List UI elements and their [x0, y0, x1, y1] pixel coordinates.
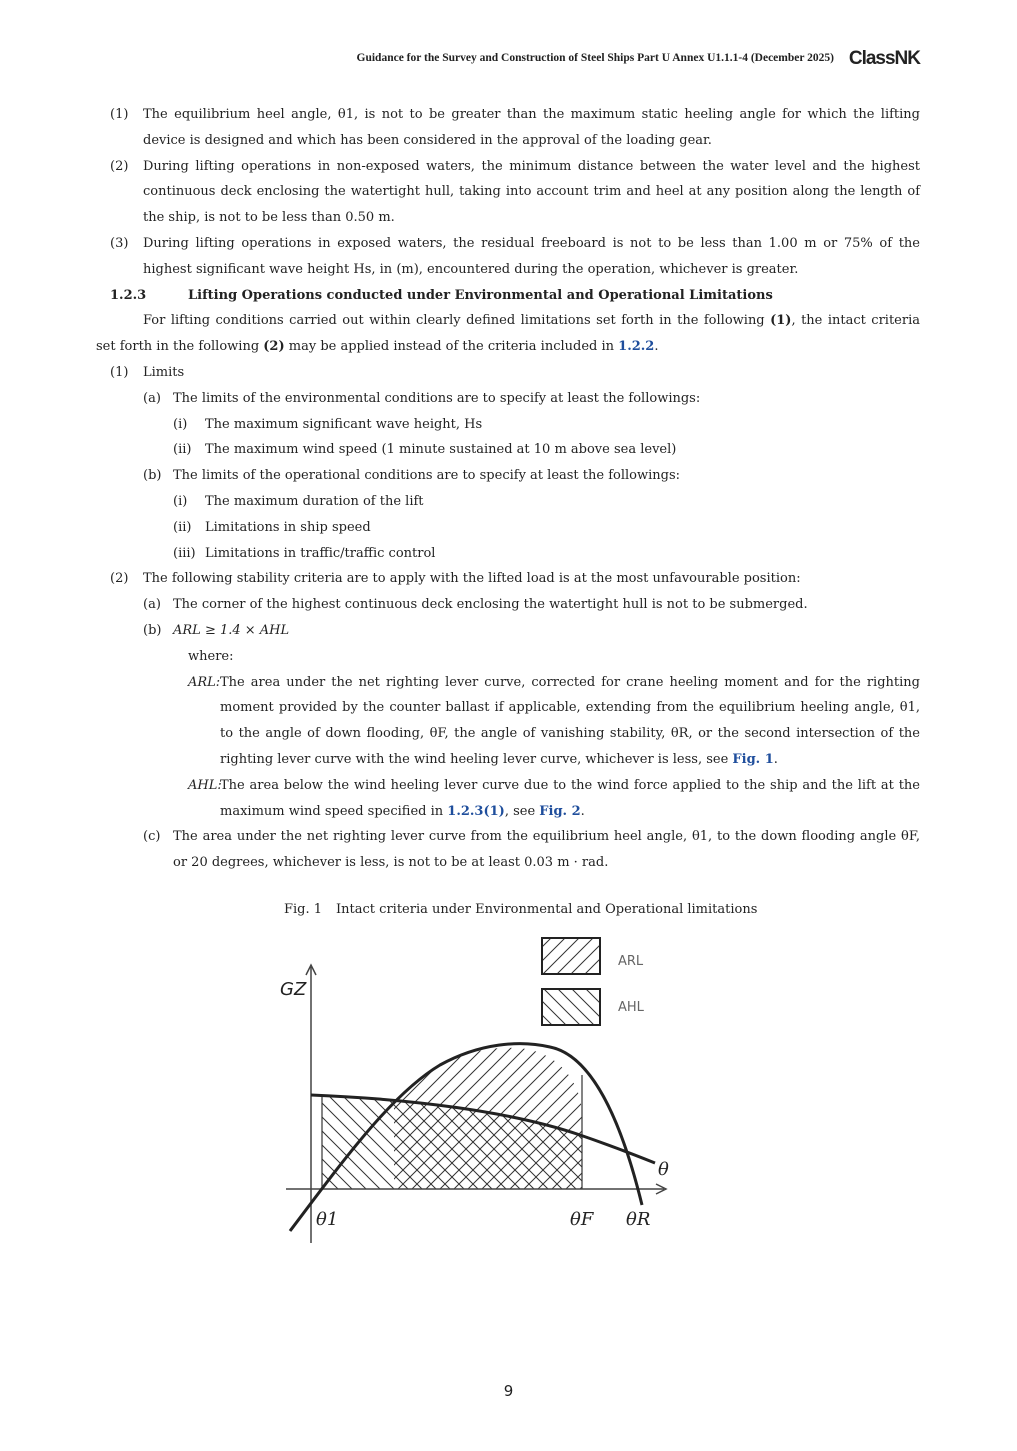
figure-caption: Fig. 1 Intact criteria under Environmental and Operational limitations — [284, 902, 758, 917]
list-item: (a) The corner of the highest continuous deck enclosing the watertight hull is not to be submerged. — [143, 597, 808, 613]
y-axis-label: GZ — [280, 979, 307, 1000]
tick-thetaF: θF — [570, 1209, 594, 1230]
list-item: (1) The equilibrium heel angle, θ1, is not to be greater than the maximum static heeling angle for which the lifting device is designed and which has been considered in the approval of the loading gear. — [110, 107, 920, 148]
list-item: (i) The maximum duration of the lift — [173, 493, 424, 509]
legend-ahl-label: AHL — [618, 1000, 644, 1015]
list-item-limits: (1) Limits — [110, 364, 185, 380]
classnk-logo: ClassNK — [848, 48, 920, 69]
legend-ahl-swatch — [542, 989, 600, 1025]
section-heading: 1.2.3 Lifting Operations conducted under Environmental and Operational Limitations — [110, 287, 773, 303]
list-item: (3) During lifting operations in exposed waters, the residual freeboard is not to be less than 1.00 m or 75% of the highest significant wave height Hs, in (m), encountered during the operation, whichever is greater. — [110, 235, 920, 277]
stability-diagram — [270, 925, 690, 1255]
section-intro: For lifting conditions carried out within clearly defined limitations set forth in the following (1), the intact criteria set forth in the following (2) may be applied instead of the criteria included in 1.2.2. — [96, 313, 920, 355]
formula: ARL ≥ 1.4 × AHL — [173, 622, 290, 638]
definition-ahl: AHL: The area below the wind heeling lever curve due to the wind force applied to the ship and the lift at the maximum wind speed specified in 1.2.3(1), see Fig. 2. — [188, 777, 920, 819]
page-number: 9 — [503, 1382, 514, 1400]
list-item: (2) During lifting operations in non-exposed waters, the minimum distance between the water level and the highest continuous deck enclosing the watertight hull, taking into account trim and heel at any position along the length of the ship, is not to be less than 0.50 m. — [110, 158, 920, 226]
link-1-2-3-1[interactable]: 1.2.3(1) — [447, 803, 505, 819]
list-item: (ii) Limitations in ship speed — [173, 519, 371, 535]
legend-arl-swatch — [542, 938, 600, 974]
list-item: (iii) Limitations in traffic/traffic control — [173, 545, 436, 561]
page-body — [96, 102, 920, 876]
where-label: where: — [188, 648, 234, 664]
list-item-criteria: (2) The following stability criteria are to apply with the lifted load is at the most unfavourable position: — [110, 571, 801, 587]
arl-area — [394, 1048, 582, 1189]
list-item: (c) The area under the net righting lever curve from the equilibrium heel angle, θ1, to the down flooding angle θF, or 20 degrees, whichever is less, is not to be at least 0.03 m · rad. — [143, 829, 920, 871]
link-fig-2[interactable]: Fig. 2 — [539, 803, 581, 819]
tick-thetaR: θR — [626, 1209, 651, 1230]
x-axis-label: θ — [658, 1159, 669, 1180]
link-fig-1[interactable]: Fig. 1 — [732, 751, 774, 767]
list-item-formula: (b) ARL ≥ 1.4 × AHL — [143, 622, 290, 638]
list-item: (i) The maximum significant wave height, Hs — [173, 416, 483, 432]
link-1-2-2[interactable]: 1.2.2 — [618, 339, 655, 355]
tick-theta1: θ1 — [316, 1209, 339, 1230]
list-item: (ii) The maximum wind speed (1 minute sustained at 10 m above sea level) — [173, 442, 677, 458]
legend-arl-label: ARL — [618, 954, 644, 969]
list-item: (a) The limits of the environmental conditions are to specify at least the followings: — [143, 390, 701, 406]
definition-arl: ARL: The area under the net righting lever curve, corrected for crane heeling moment and for the righting moment provided by the counter ballast if applicable, extending from the equilibrium heeling angle, θ1, to the angle of down flooding, θF, the angle of vanishing stability, θR, or the second intersection of the righting lever curve with the wind heeling lever curve, whichever is less, see Fig. 1. — [188, 674, 920, 767]
header-title: Guidance for the Survey and Construction of Steel Ships Part U Annex U1.1.1-4 (December 2025) — [356, 52, 834, 64]
page-header — [96, 48, 920, 70]
list-item: (b) The limits of the operational conditions are to specify at least the followings: — [143, 468, 681, 484]
